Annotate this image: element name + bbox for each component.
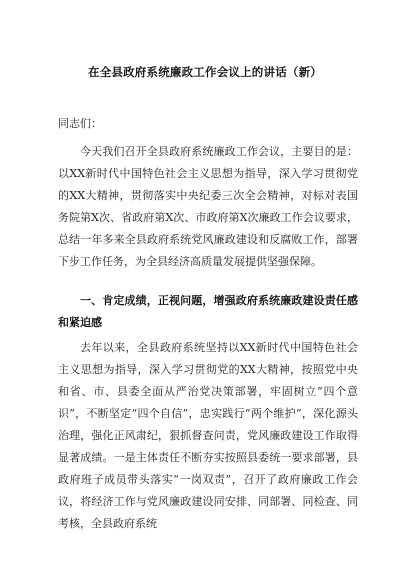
- salutation: 同志们：: [58, 117, 102, 130]
- document-title: 在全县政府系统廉政工作会议上的讲话（新）: [88, 65, 322, 79]
- paragraph-2: 去年以来，全县政府系统坚持以XX新时代中国特色社会主义思想为指导，深入学习贯彻党的XX大精神，按照党中央和省、市、县委全面从严治党决策部署，牢固树立“四个意识”，不断坚定“四个自信”，忠实践行“两个维护”，深化源头治理，强化正风肃纪，狠抓督查问责，党风廉政建设工作取得显著成绩。一是主体责任不断夯实按照县委统一要求部署，县政府班子成员带头落实“一岗双责”，召开了政府廉政工作会议，将经济工作与党风廉政建设同安排、同部署、同检查、同考核，全县政府系统: [58, 341, 358, 530]
- section-heading-1: 一、肯定成绩，正视问题，增强政府系统廉政建设责任感和紧迫感: [58, 294, 358, 329]
- paragraph-1: 今天我们召开全县政府系统廉政工作会议，主要目的是：以XX新时代中国特色社会主义思想为指导，深入学习贯彻党的XX大精神，贯彻落实中央纪委三次全会精神，对标对表国务院第X次、省政府第X次、市政府第X次廉政工作会议要求，总结一年多来全县政府系统党风廉政建设和反腐败工作，部署下步工作任务，为全县经济高质量发展提供坚强保障。: [58, 145, 358, 268]
